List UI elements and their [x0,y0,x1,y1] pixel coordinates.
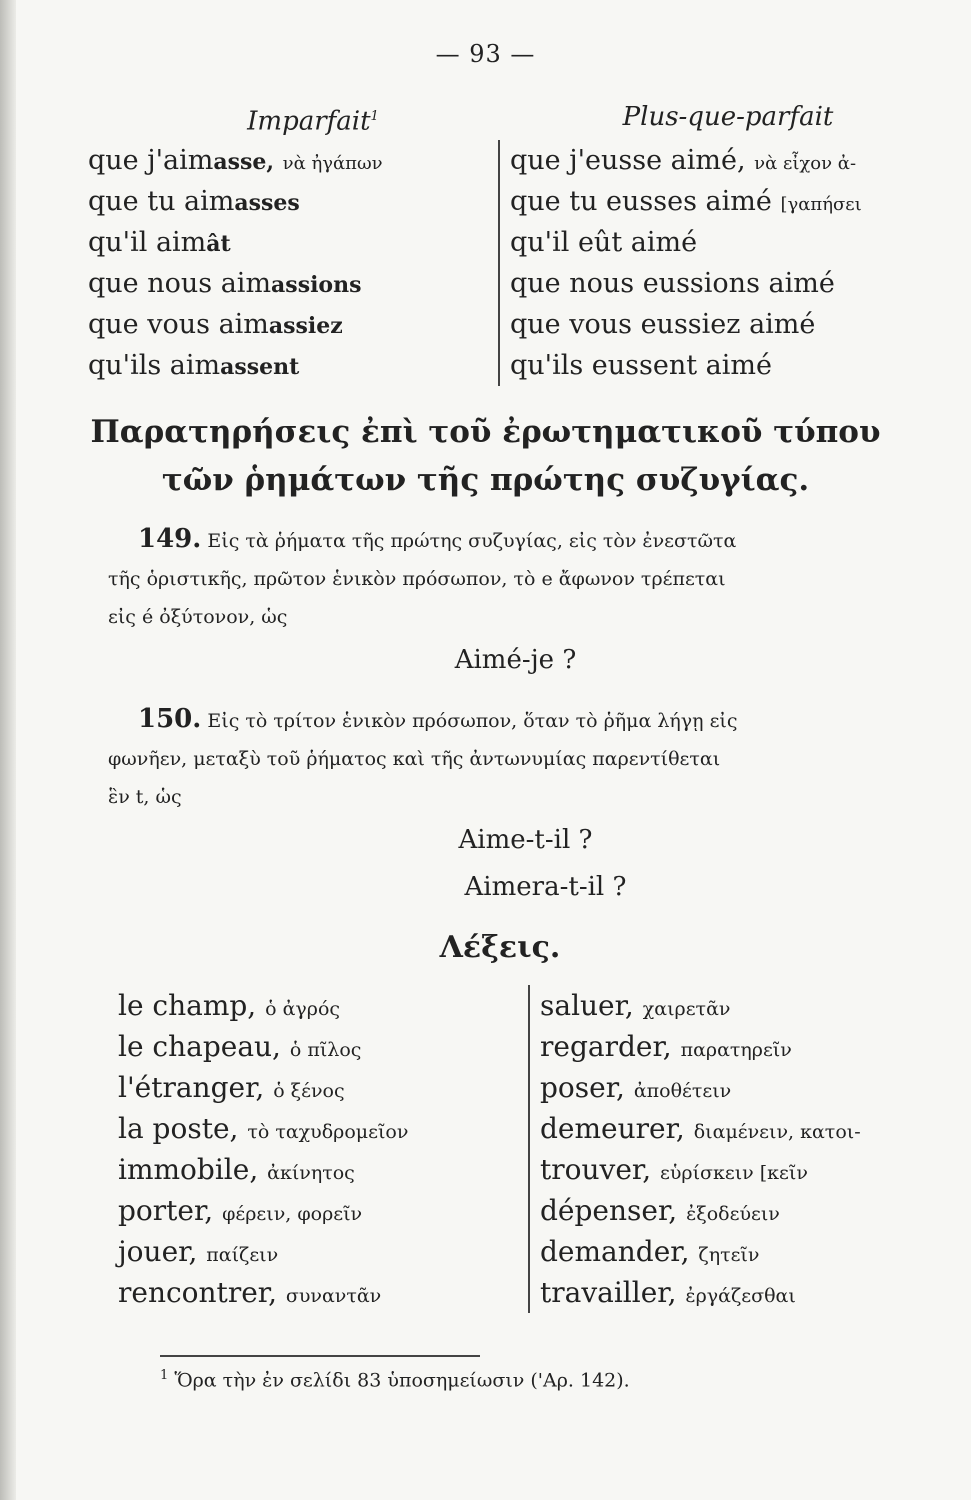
paragraph-149-line-1: 149. Εἰς τὰ ῥήματα τῆς πρώτης συζυγίας, εἰς τὸν ἐνεστῶτα [138,524,737,554]
example-aimera-t-il: Aimera-t-il ? [464,872,627,902]
paragraph-150 [108,700,938,816]
vocab-item: le chapeau, ὁ πῖλος [118,1030,362,1063]
footnote: $^1$ Ὅρα τὴν ἐν σελίδι 83 ὑποσημείωσιν ('Αρ. 142). [160,1368,630,1392]
vocab-item: le champ, ὁ ἀγρός [118,989,341,1022]
paragraph-150-line-3: ἓν t, ὡς [108,786,182,808]
vocab-item: dépenser, ἐξοδεύειν [540,1194,780,1227]
vocabulary-right-list [528,985,971,1313]
vocab-item: immobile, ἀκίνητος [118,1153,355,1186]
vocab-item: demander, ζητεῖν [540,1235,760,1268]
vocab-item: jouer, παίζειν [118,1235,279,1268]
plusqueparfait-column [498,100,958,386]
vocab-item: saluer, χαιρετᾶν [540,989,731,1022]
imparfait-lines [88,140,478,386]
imparfait-line: que tu aimasses [88,186,300,217]
section-title-line-1: Παρατηρήσεις ἐπὶ τοῦ ἐρωτηματικοῦ τύπου [90,414,881,450]
plusqueparfait-line: qu'ils eussent aimé [510,350,772,381]
vocab-item: demeurer, διαμένειν, κατοι- [540,1112,861,1145]
imparfait-column [88,100,478,386]
vocab-item: poser, ἀποθέτειν [540,1071,732,1104]
footnote-divider [160,1355,480,1357]
imparfait-line: que nous aimassions [88,268,362,299]
vocab-item: travailler, ἐργάζεσθαι [540,1276,796,1309]
example-aime-je: Aimé-je ? [454,645,577,675]
plusqueparfait-line: que vous eussiez aimé [510,309,816,340]
imparfait-line: que j'aimasse, νὰ ἠγάπων [88,145,383,176]
vocabulary-left-list [118,985,518,1313]
vocab-item: l'étranger, ὁ ξένος [118,1071,345,1104]
vocab-item: rencontrer, συναντᾶν [118,1276,382,1309]
vocab-item: trouver, εὑρίσκειν [κεῖν [540,1153,808,1186]
plusqueparfait-heading: Plus-que-parfait [622,102,834,132]
imparfait-line: qu'ils aimassent [88,350,300,381]
paragraph-149 [108,520,938,636]
plusqueparfait-line: que nous eussions aimé [510,268,835,299]
paragraph-150-line-1: 150. Εἰς τὸ τρίτον ἑνικὸν πρόσωπον, ὅταν τὸ ῥῆμα λήγῃ εἰς [138,704,738,734]
imparfait-line: que vous aimassiez [88,309,343,340]
example-aime-t-il: Aime-t-il ? [458,825,593,855]
section-title-line-2: τῶν ῥημάτων τῆς πρώτης συζυγίας. [161,462,810,498]
page-number: — 93 — [435,40,536,68]
page-binding-edge [0,0,16,1500]
paragraph-149-line-2: τῆς ὁριστικῆς, πρῶτον ἑνικὸν πρόσωπον, τὸ e ἄφωνον τρέπεται [108,568,726,590]
paragraph-149-line-3: εἰς é ὀξύτονον, ὡς [108,606,288,628]
vocabulary-title: Λέξεις. [439,930,561,965]
imparfait-heading: Imparfait$^1$ [247,106,379,137]
plusqueparfait-line: que tu eusses aimé [γαπήσει [510,186,862,217]
imparfait-line: qu'il aimât [88,227,231,258]
plusqueparfait-lines [498,140,958,386]
vocab-item: regarder, παρατηρεῖν [540,1030,792,1063]
vocab-item: porter, φέρειν, φορεῖν [118,1194,363,1227]
paragraph-150-line-2: φωνῆεν, μεταξὺ τοῦ ῥήματος καὶ τῆς ἀντωνυμίας παρεντίθεται [108,748,721,770]
plusqueparfait-line: que j'eusse aimé, νὰ εἶχον ἀ- [510,145,857,176]
plusqueparfait-line: qu'il eût aimé [510,227,698,258]
section-title [0,408,971,504]
vocab-item: la poste, τὸ ταχυδρομεῖον [118,1112,409,1145]
